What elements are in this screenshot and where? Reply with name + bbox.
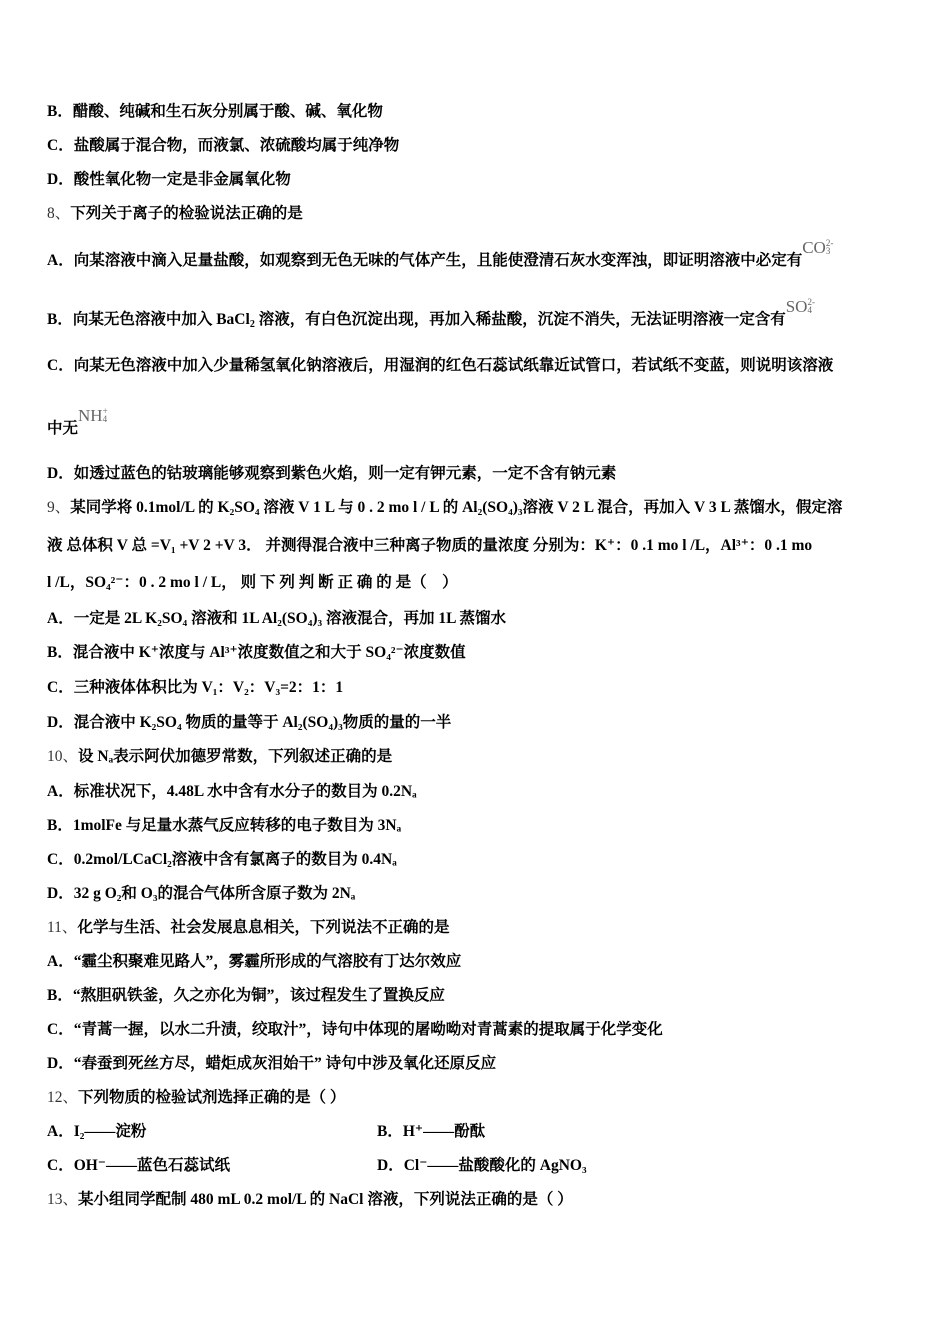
question-number: 11、 xyxy=(47,919,78,936)
q10-option-c: C．0.2mol/LCaCl₂溶液中含有氯离子的数目为 0.4Nₐ xyxy=(47,851,397,868)
option-text-cont: 溶液，有白色沉淀出现，再加入稀盐酸，沉淀不消失，无法证明溶液一定含有 xyxy=(254,311,786,328)
q12-option-a: A．I₂——淀粉 xyxy=(47,1123,147,1140)
question-number: 13、 xyxy=(47,1191,79,1208)
q9-stem-line1: 9、某同学将 0.1mol/L 的 K₂SO₄ 溶液 V 1 L 与 0 . 2 mo l / L 的 Al₂(SO₄)₃溶液 V 2 L 混合，再加入 V 3 L 蒸馏水，假定溶 xyxy=(47,499,843,516)
q9-stem-line3: l /L，SO₄²⁻：0 . 2 mo l / L， 则 下 列 判 断 正 确 的 是（ ） xyxy=(47,574,458,591)
q11-stem: 11、化学与生活、社会发展息息相关，下列说法不正确的是 xyxy=(47,919,450,936)
q12-option-b: B．H⁺——酚酞 xyxy=(377,1123,486,1140)
q11-option-c: C．“青蒿一握，以水二升渍，绞取汁”，诗句中体现的屠呦呦对青蒿素的提取属于化学变化 xyxy=(47,1021,663,1038)
q10-option-d: D．32 g O₂和 O₃的混合气体所含原子数为 2Nₐ xyxy=(47,885,356,902)
question-number: 8、 xyxy=(47,205,71,222)
q9-option-d: D．混合液中 K₂SO₄ 物质的量等于 Al₂(SO₄)₃物质的量的一半 xyxy=(47,714,452,731)
q9-option-a: A．一定是 2L K₂SO₄ 溶液和 1L Al₂(SO₄)₃ 溶液混合，再加 1L 蒸馏水 xyxy=(47,610,507,627)
q10-option-b: B．1molFe 与足量水蒸气反应转移的电子数目为 3Nₐ xyxy=(47,817,402,834)
q7-option-d: D．酸性氧化物一定是非金属氧化物 xyxy=(47,171,291,188)
q8-stem xyxy=(47,204,303,224)
q9-option-b: B．混合液中 K⁺浓度与 Al³⁺浓度数值之和大于 SO₄²⁻浓度数值 xyxy=(47,644,466,661)
question-number: 10、 xyxy=(47,748,79,765)
q12-stem: 12、下列物质的检验试剂选择正确的是（ ） xyxy=(47,1089,346,1106)
carbonate-ion-formula: CO 2- 3 xyxy=(802,238,834,257)
question-number: 12、 xyxy=(47,1089,79,1106)
q9-stem-line2: 液 总体积 V 总 =V₁ +V 2 +V 3． 并测得混合液中三种离子物质的量浓度 分别为：K⁺：0 .1 mo l /L，Al³⁺：0 .1 mo xyxy=(47,537,813,554)
q7-option-b: B．醋酸、纯碱和生石灰分别属于酸、碱、氧化物 xyxy=(47,103,383,120)
q8-option-c-line2: 中无NH + 4 xyxy=(47,406,108,437)
question-number: 9、 xyxy=(47,499,71,516)
q11-option-b: B．“熬胆矾铁釜，久之亦化为铜”，该过程发生了置换反应 xyxy=(47,987,445,1004)
q11-option-a: A．“霾尘积聚难见路人”，雾霾所形成的气溶胶有丁达尔效应 xyxy=(47,953,462,970)
q10-stem: 10、设 Nₐ表示阿伏加德罗常数，下列叙述正确的是 xyxy=(47,748,393,765)
question-text: 下列关于离子的检验说法正确的是 xyxy=(70,205,303,222)
q8-option-b: B．向某无色溶液中加入 BaCl$_2$ 溶液，有白色沉淀出现，再加入稀盐酸，沉淀不消失，无法证明溶液一定含有SO 2- 4 xyxy=(47,297,815,330)
sulfate-ion-formula: SO 2- 4 xyxy=(785,297,815,316)
q7-option-c: C．盐酸属于混合物，而液氯、浓硫酸均属于纯净物 xyxy=(47,137,400,154)
option-text: B．向某无色溶液中加入 BaCl xyxy=(47,311,250,328)
q13-stem: 13、某小组同学配制 480 mL 0.2 mol/L 的 NaCl 溶液，下列说法正确的是（ ） xyxy=(47,1191,573,1208)
q10-option-a: A．标准状况下，4.48L 水中含有水分子的数目为 0.2Nₐ xyxy=(47,783,417,800)
option-text: A．向某溶液中滴入足量盐酸，如观察到无色无味的气体产生，且能使澄清石灰水变浑浊，即证明溶液中必定有 xyxy=(47,252,803,269)
q9-option-c: C．三种液体体积比为 V₁：V₂：V₃=2：1：1 xyxy=(47,679,344,696)
q12-option-c: C．OH⁻——蓝色石蕊试纸 xyxy=(47,1157,230,1174)
q8-option-c-line1: C．向某无色溶液中加入少量稀氢氧化钠溶液后，用湿润的红色石蕊试纸靠近试管口，若试纸不变蓝，则说明该溶液 xyxy=(47,357,834,374)
q8-option-d: D．如透过蓝色的钴玻璃能够观察到紫色火焰，则一定有钾元素，一定不含有钠元素 xyxy=(47,465,617,482)
ammonium-ion-formula: NH + 4 xyxy=(78,406,108,425)
q11-option-d: D．“春蚕到死丝方尽，蜡炬成灰泪始干” 诗句中涉及氧化还原反应 xyxy=(47,1055,497,1072)
q12-option-d: D．Cl⁻——盐酸酸化的 AgNO₃ xyxy=(377,1157,587,1174)
q8-option-a xyxy=(47,238,834,271)
